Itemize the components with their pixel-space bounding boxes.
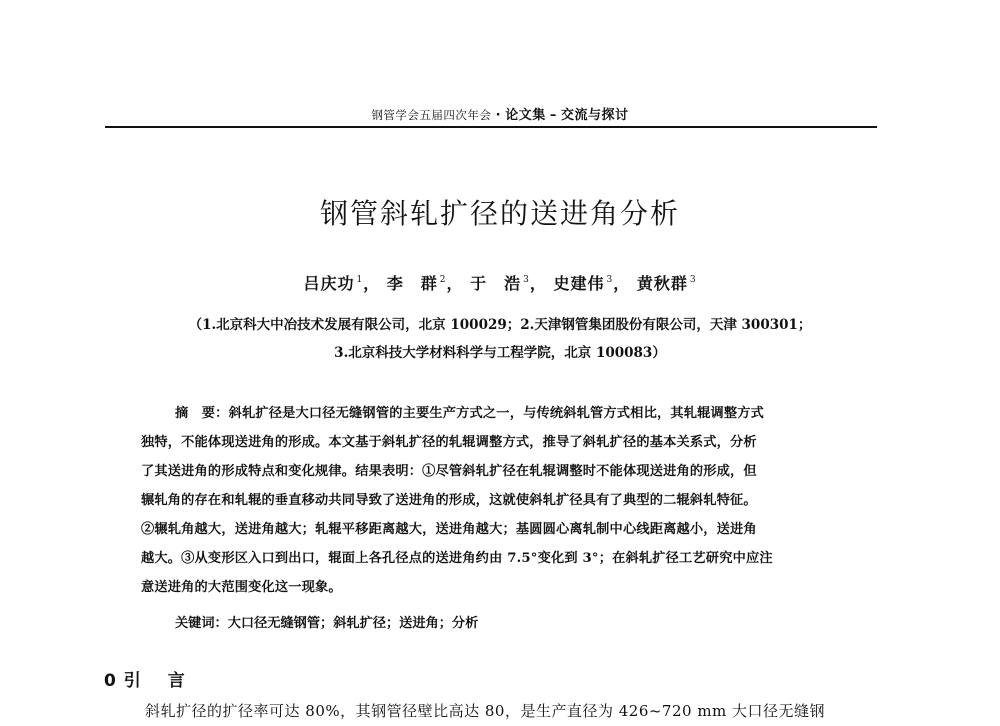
abstract-line: ②辗轧角越大，送进角越大；轧辊平移距离越大，送进角越大；基圆圆心离轧制中心线距离越小，送进角 bbox=[141, 522, 757, 537]
header-rule bbox=[105, 126, 877, 128]
keywords-label: 关键词： bbox=[175, 616, 228, 631]
author: 于 浩 $^3$， bbox=[470, 274, 547, 293]
keywords bbox=[175, 612, 478, 631]
affiliation-mark: 3 bbox=[523, 275, 530, 285]
section-title-2: 言 bbox=[167, 671, 186, 691]
author: 吕庆功 $^1$， bbox=[303, 274, 381, 293]
affiliation-line-2: 3.北京科技大学材料科学与工程学院，北京 100083） bbox=[334, 345, 666, 361]
conference-name: 钢管学会五届四次年会 bbox=[371, 108, 492, 122]
author-name: 于 浩 bbox=[470, 274, 522, 293]
affiliation-mark: 3 bbox=[606, 275, 614, 285]
running-head bbox=[0, 104, 1000, 123]
paper-title: 钢管斜轧扩径的送进角分析 bbox=[319, 197, 680, 230]
affiliation-mark: 3 bbox=[689, 275, 697, 285]
author: 史建伟 $^3$， bbox=[553, 274, 631, 293]
affiliation-mark: 2 bbox=[439, 275, 447, 285]
author-name: 吕庆功 bbox=[303, 274, 355, 293]
section-heading bbox=[104, 666, 186, 691]
author: 李 群 $^2$， bbox=[386, 274, 464, 293]
body-paragraph-line: 斜轧扩径的扩径率可达 80%，其钢管径壁比高达 80，是生产直径为 426~720 mm 大口径无缝钢 bbox=[145, 702, 826, 720]
section-number: 0 bbox=[104, 671, 117, 691]
section-name: 交流与探讨 bbox=[561, 108, 629, 123]
section-title-1: 引 bbox=[123, 671, 142, 691]
author-name: 李 群 bbox=[386, 274, 438, 293]
abstract-text: 斜轧扩径是大口径无缝钢管的主要生产方式之一，与传统斜轧管方式相比，其轧辊调整方式 bbox=[228, 406, 765, 421]
abstract-line: 辗轧角的存在和轧辊的垂直移动共同导致了送进角的形成，这就使斜轧扩径具有了典型的二辊斜轧特征。 bbox=[141, 493, 757, 508]
affiliation-mark: 1 bbox=[356, 275, 364, 285]
author-name: 史建伟 bbox=[553, 274, 605, 293]
author-list bbox=[0, 271, 1000, 294]
abstract-label: 摘 要： bbox=[175, 406, 229, 421]
dash: – bbox=[549, 108, 557, 123]
keywords-text: 大口径无缝钢管；斜轧扩径；送进角；分析 bbox=[227, 616, 479, 631]
separator-dot: · bbox=[495, 108, 502, 123]
author bbox=[637, 274, 697, 293]
collection-name: 论文集 bbox=[505, 108, 546, 123]
abstract-line: 越大。③从变形区入口到出口，辊面上各孔径点的送进角约由 7.5°变化到 3°；在斜轧扩径工艺研究中应注 bbox=[141, 551, 773, 566]
abstract-line: 独特，不能体现送进角的形成。本文基于斜轧扩径的轧辊调整方式，推导了斜轧扩径的基本关系式，分析 bbox=[141, 435, 757, 450]
abstract-line: 了其送进角的形成特点和变化规律。结果表明：①尽管斜轧扩径在轧辊调整时不能体现送进角的形成，但 bbox=[141, 464, 757, 479]
abstract-line bbox=[175, 402, 764, 421]
author-name: 黄秋群 bbox=[636, 274, 688, 293]
affiliation-line-1: （1.北京科大中冶技术发展有限公司，北京 100029；2.天津钢管集团股份有限公司，天津 300301； bbox=[188, 317, 812, 333]
abstract-line: 意送进角的大范围变化这一现象。 bbox=[141, 580, 342, 595]
